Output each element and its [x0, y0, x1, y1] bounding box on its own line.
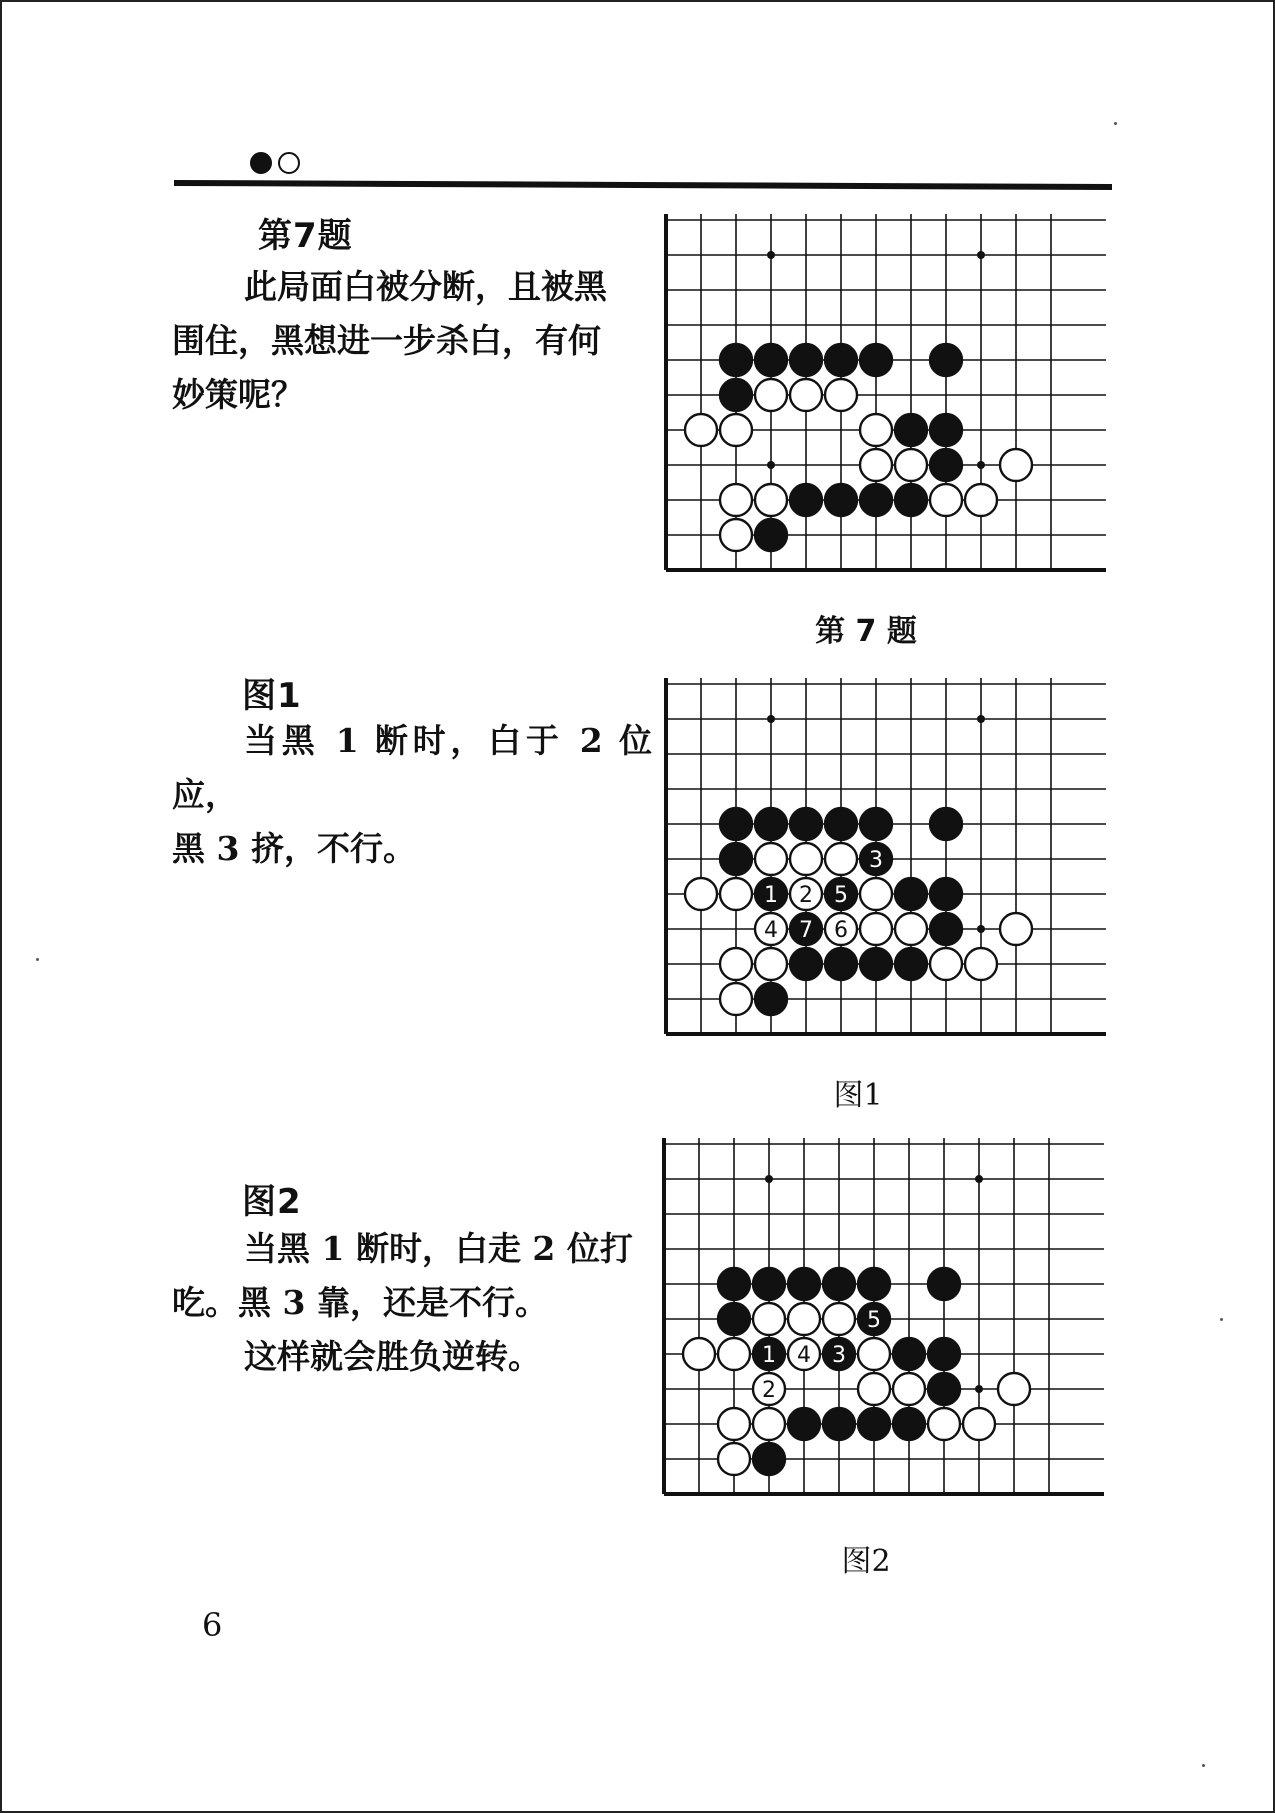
black-stone — [788, 1408, 820, 1440]
black-stone — [930, 449, 962, 481]
black-stone — [825, 344, 857, 376]
move-number: 2 — [762, 1378, 776, 1403]
white-stone — [755, 484, 787, 516]
white-stone — [720, 948, 752, 980]
move-number: 6 — [834, 918, 848, 943]
black-stone — [755, 344, 787, 376]
black-stone — [790, 808, 822, 840]
white-stone — [1000, 449, 1032, 481]
white-stone — [825, 913, 857, 945]
problem-board — [658, 210, 1114, 600]
white-stone — [895, 913, 927, 945]
black-stone — [930, 344, 962, 376]
white-stone — [965, 948, 997, 980]
black-stone — [858, 1268, 890, 1300]
scan-speck — [1202, 1764, 1205, 1767]
move-number: 3 — [832, 1343, 846, 1368]
black-stone — [930, 878, 962, 910]
page-number: 6 — [202, 1606, 223, 1644]
black-stone — [860, 484, 892, 516]
star-point — [977, 715, 985, 723]
white-stone — [788, 1303, 820, 1335]
move-number: 3 — [869, 848, 883, 873]
black-stone — [755, 983, 787, 1015]
black-stone — [895, 948, 927, 980]
black-stone — [930, 414, 962, 446]
black-stone — [895, 878, 927, 910]
black-stone — [790, 913, 822, 945]
figure2-line-1: 当黑 1 断时，白走 2 位打 — [244, 1229, 633, 1268]
figure1-board — [658, 674, 1114, 1064]
scan-speck — [36, 958, 39, 961]
white-stone — [685, 878, 717, 910]
white-stone — [683, 1338, 715, 1370]
black-stone — [718, 1268, 750, 1300]
white-stone — [860, 414, 892, 446]
black-stone — [928, 1268, 960, 1300]
white-stone — [860, 913, 892, 945]
figure2-line-2: 吃。黑 3 靠，还是不行。 — [172, 1283, 548, 1322]
black-stone — [860, 344, 892, 376]
figure2-caption: 图2 — [841, 1544, 891, 1579]
white-stone — [895, 449, 927, 481]
black-stone — [858, 1303, 890, 1335]
white-stone — [685, 414, 717, 446]
white-stone — [930, 948, 962, 980]
problem-line-2: 围住，黑想进一步杀白，有何 — [172, 321, 601, 360]
white-stone — [825, 843, 857, 875]
white-stone — [860, 449, 892, 481]
black-stone — [825, 808, 857, 840]
white-stone — [720, 519, 752, 551]
white-stone — [823, 1303, 855, 1335]
white-stone — [755, 379, 787, 411]
black-stone — [930, 913, 962, 945]
figure2-line-3: 这样就会胜负逆转。 — [244, 1337, 541, 1376]
star-point — [977, 251, 985, 259]
white-stone — [928, 1408, 960, 1440]
star-point — [767, 251, 775, 259]
black-stone — [860, 843, 892, 875]
black-stone — [790, 344, 822, 376]
black-stone — [825, 878, 857, 910]
black-stone — [720, 344, 752, 376]
black-stone — [860, 808, 892, 840]
white-stone — [963, 1408, 995, 1440]
black-stone — [755, 808, 787, 840]
go-board — [658, 210, 1114, 600]
figure1-text — [172, 714, 652, 876]
white-stone — [718, 1408, 750, 1440]
black-stone — [720, 843, 752, 875]
move-number: 1 — [762, 1343, 776, 1368]
black-stone — [720, 379, 752, 411]
move-number: 4 — [797, 1343, 811, 1368]
white-stone — [790, 379, 822, 411]
black-stone — [893, 1408, 925, 1440]
figure1-title: 图1 — [242, 676, 302, 716]
white-stone — [788, 1338, 820, 1370]
black-stone — [825, 948, 857, 980]
problem-line-3: 妙策呢？ — [172, 375, 304, 414]
problem-caption: 第 7 题 — [815, 614, 917, 649]
white-stone — [720, 484, 752, 516]
white-stone — [858, 1338, 890, 1370]
black-stone — [755, 878, 787, 910]
white-stone — [718, 1443, 750, 1475]
black-stone — [753, 1338, 785, 1370]
move-number: 5 — [867, 1308, 881, 1333]
problem-text — [172, 260, 652, 422]
star-point — [977, 925, 985, 933]
white-stone — [965, 484, 997, 516]
white-stone — [720, 983, 752, 1015]
figure1-caption: 图1 — [833, 1078, 883, 1113]
white-stone — [755, 913, 787, 945]
black-stone — [930, 808, 962, 840]
go-board — [656, 1134, 1112, 1524]
star-point — [767, 715, 775, 723]
white-stone — [825, 379, 857, 411]
white-stone — [753, 1408, 785, 1440]
black-stone — [823, 1408, 855, 1440]
white-stone — [860, 878, 892, 910]
go-board — [658, 674, 1114, 1064]
black-stone — [858, 1408, 890, 1440]
figure1-line-2: 黑 3 挤，不行。 — [172, 829, 416, 868]
scan-speck — [1114, 122, 1117, 125]
white-stone — [930, 484, 962, 516]
figure2-text — [172, 1222, 652, 1384]
black-stone — [720, 808, 752, 840]
move-number: 2 — [799, 883, 813, 908]
black-stone — [860, 948, 892, 980]
white-stone — [753, 1303, 785, 1335]
figure1-line-1: 当黑 1 断时，白于 2 位应， — [172, 721, 652, 814]
white-stone — [1000, 913, 1032, 945]
black-stone — [895, 414, 927, 446]
white-stone — [718, 1338, 750, 1370]
black-stone — [753, 1268, 785, 1300]
white-stone — [790, 843, 822, 875]
black-stone — [928, 1373, 960, 1405]
black-stone — [790, 948, 822, 980]
white-stone — [858, 1373, 890, 1405]
figure2-title: 图2 — [242, 1182, 302, 1222]
black-stone — [790, 484, 822, 516]
black-stone — [823, 1338, 855, 1370]
white-stone-icon — [278, 152, 300, 174]
black-stone — [788, 1268, 820, 1300]
star-point — [977, 461, 985, 469]
figure2-board — [656, 1134, 1112, 1524]
black-stone — [893, 1338, 925, 1370]
move-number: 5 — [834, 883, 848, 908]
black-stone — [755, 519, 787, 551]
white-stone — [893, 1373, 925, 1405]
white-stone — [790, 878, 822, 910]
move-number: 4 — [764, 918, 778, 943]
star-point — [975, 1175, 983, 1183]
black-stone-icon — [250, 152, 272, 174]
move-number: 7 — [799, 918, 813, 943]
header-marks — [250, 152, 300, 174]
white-stone — [998, 1373, 1030, 1405]
header-rule — [174, 180, 1112, 190]
black-stone — [823, 1268, 855, 1300]
black-stone — [718, 1303, 750, 1335]
star-point — [767, 461, 775, 469]
star-point — [765, 1175, 773, 1183]
problem-title: 第7题 — [258, 216, 353, 256]
white-stone — [753, 1373, 785, 1405]
black-stone — [753, 1443, 785, 1475]
white-stone — [720, 878, 752, 910]
scan-speck — [1220, 1318, 1223, 1321]
star-point — [975, 1385, 983, 1393]
white-stone — [755, 843, 787, 875]
problem-line-1: 此局面白被分断，且被黑 — [244, 267, 607, 306]
white-stone — [720, 414, 752, 446]
move-number: 1 — [764, 883, 778, 908]
white-stone — [755, 948, 787, 980]
black-stone — [895, 484, 927, 516]
black-stone — [825, 484, 857, 516]
black-stone — [928, 1338, 960, 1370]
